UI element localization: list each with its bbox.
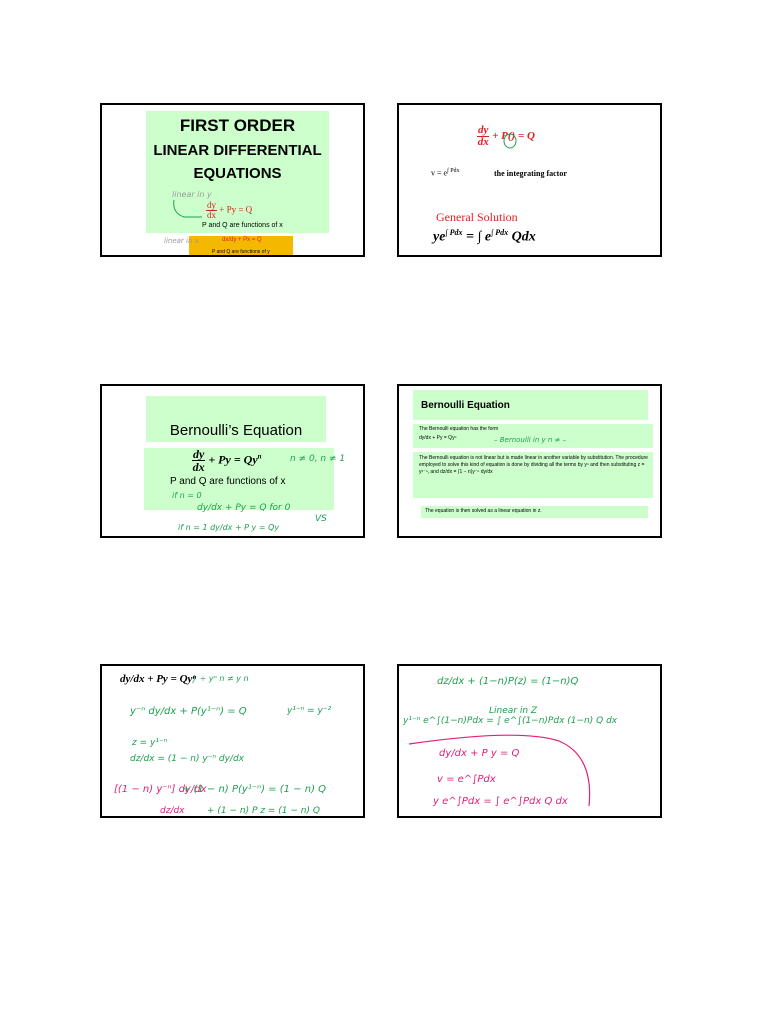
slide-handwritten-derivation (100, 664, 365, 818)
handwritten-vs: VS (315, 514, 327, 524)
handwritten-note-linear-in-x: linear in x (164, 237, 199, 245)
handwritten-note-linear-in-y: linear in y (172, 190, 212, 199)
slide-bernoulli-equation (100, 384, 365, 538)
slide-heading: Bernoulli Equation (421, 400, 510, 411)
equation-rest: + Py = Qy (208, 452, 258, 467)
handwritten-step-3: + (1 − n) P z = (1 − n) Q (207, 806, 320, 816)
gs-mid-exponent: ∫ Pdx (491, 228, 509, 237)
form-equation: dy/dx + Py = Qyⁿ (419, 435, 457, 441)
equation-rest: + P() = Q (492, 130, 535, 143)
handwritten-substitution: z = y¹⁻ⁿ (132, 738, 168, 748)
handwritten-curve (399, 666, 662, 818)
handwritten-step-2-magenta: [(1 − n) y⁻ⁿ] dy/dx (114, 784, 207, 795)
dy-dx-fraction: $\frac{dy}{dx}$ (477, 124, 489, 148)
gs-lhs-exponent: ∫ Pdx (445, 228, 463, 237)
general-solution-heading: General Solution (436, 210, 518, 224)
handwritten-divide-note: } ÷ yⁿ n ≠ y n (192, 674, 249, 683)
v-exponent: ∫ Pdx (447, 168, 460, 174)
slide-bernoulli-explanation (397, 384, 662, 538)
handwritten-linear-in-z-eq: dz/dx + (1−n)P(z) = (1−n)Q (437, 676, 579, 687)
handwritten-if-n-0: if n = 0 (172, 491, 202, 500)
handwritten-step-1: y⁻ⁿ dy/dx + P(y¹⁻ⁿ) = Q (130, 706, 247, 717)
handwritten-if-n-1: if n = 1 dy/dx + P y = Qy (178, 523, 280, 532)
p-q-note-y: P and Q are functions of y (212, 249, 270, 255)
handwritten-n-condition: n ≠ 0, n ≠ 1 (290, 454, 346, 464)
equation-exponent: n (257, 452, 262, 461)
p-q-note: P and Q are functions of x (170, 476, 286, 487)
slide-handwritten-solution (397, 664, 662, 818)
handwritten-derivative: dz/dx = (1 − n) y⁻ⁿ dy/dx (130, 754, 244, 764)
handwritten-linear-case: dy/dx + Py = Q for 0 (197, 503, 291, 513)
handwritten-step-2: + (1 − n) P(y¹⁻ⁿ) = (1 − n) Q (182, 784, 327, 795)
equation-rest: + Py = Q (219, 204, 253, 215)
gs-lhs: ye (433, 229, 446, 245)
handwritten-bernoulli-in-y: – Bernoulli in y n ≠ – (494, 436, 567, 444)
bernoulli-equation: dy/dx + Py = Qyⁿ (120, 673, 197, 685)
slide-first-order-linear (100, 103, 365, 257)
gs-end: Qdx (511, 229, 536, 245)
dy-dx-fraction: $\frac{dy}{dx}$ (192, 447, 205, 474)
v-equals: v = e (431, 168, 448, 178)
handwritten-general-solution: y e^∫Pdx = ∫ e^∫Pdx Q dx (433, 796, 568, 807)
handwritten-linear-in-z: Linear in Z (489, 706, 538, 716)
linear-in-x-equation: dx/dy + Px = Q (222, 237, 262, 243)
slide-integrating-factor (397, 103, 662, 257)
solve-text: The equation is then solved as a linear equation in z. (425, 508, 542, 514)
bernoulli-equation (192, 448, 262, 473)
handwritten-side-note: y¹⁻ⁿ = y⁻² (287, 706, 332, 716)
gs-mid: = ∫ e (466, 229, 492, 245)
p-q-note: P and Q are functions of x (202, 222, 283, 229)
handwritten-linear-eq: dy/dx + P y = Q (439, 748, 520, 759)
slide-title: Bernoulli’s Equation (169, 422, 303, 439)
integrating-factor-label: the integrating factor (494, 169, 567, 178)
slide-title-line-2: LINEAR DIFFERENTIAL (153, 142, 322, 159)
handwritten-z-solution: y¹⁻ⁿ e^∫(1−n)Pdx = ∫ e^∫(1−n)Pdx (1−n) Q dx (403, 716, 618, 726)
handwritten-bracket (102, 105, 365, 257)
handwritten-dz-dx: dz/dx (160, 806, 185, 816)
handwritten-circle (399, 105, 662, 257)
slide-title-line-3: EQUATIONS (193, 165, 282, 182)
procedure-text: The Bernoulli equation is not linear but is made linear in another variable by substitution. The procedure employed to solve this kind of equation is done by dividing all the terms by yⁿ and then substituting z = y¹⁻ⁿ, and dz/dx = (1 − n)y⁻ⁿ dy/dx (419, 455, 648, 475)
slide-title-line-1: FIRST ORDER (179, 116, 296, 135)
form-text: The Bernoulli equation has the form (419, 426, 499, 432)
dy-dx-fraction: $\frac{dy}{dx}$ (207, 200, 216, 220)
handwritten-v-def: v = e^∫Pdx (437, 774, 496, 785)
